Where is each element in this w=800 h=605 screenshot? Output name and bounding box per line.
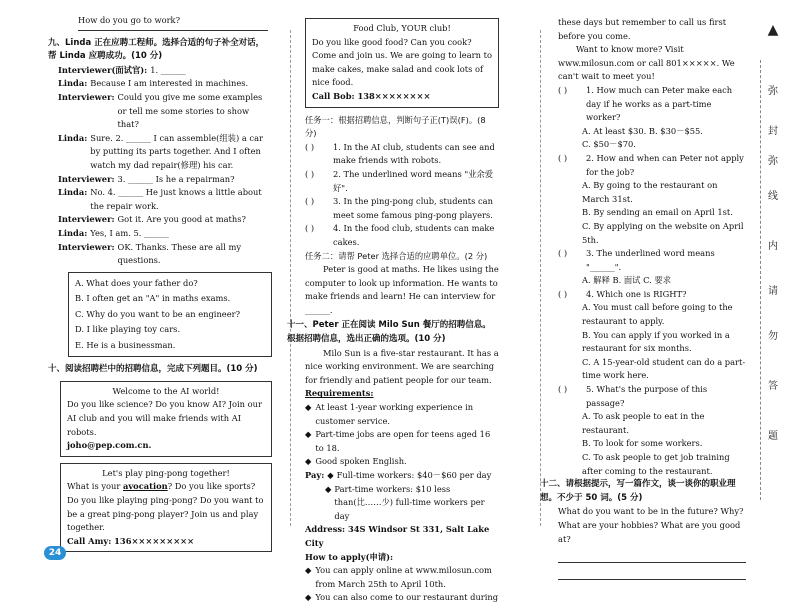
question-text: 3. The underlined word means "______".	[586, 248, 715, 272]
answer-bracket[interactable]: ( )	[305, 223, 315, 234]
page-number: 24	[44, 546, 66, 560]
speaker: Interviewer:	[58, 91, 115, 102]
apply-1-text: You can apply online at www.milosun.com from March 25th to April 10th.	[315, 565, 492, 589]
dialog-line	[58, 186, 272, 213]
pay-part: ◆ Part-time workers: $10 less than(比……少) full-time workers per day	[305, 483, 499, 524]
seal-char: 内	[768, 241, 778, 252]
writing-line	[558, 567, 746, 580]
dialog-line	[58, 77, 272, 91]
more-text: Want to know more? Visit www.milosun.com or call 801×××××. We can't wait to meet you!	[558, 44, 735, 82]
dialog-line	[58, 213, 272, 227]
task-2: 任务二：请帮 Peter 选择合适的应聘单位。(2 分)	[305, 250, 488, 261]
utterance: No. 4. ______ He just knows a little about the repair work.	[90, 187, 262, 211]
column-divider-2	[540, 30, 541, 526]
question-option: B. You can apply if you worked in a restaurant for six months.	[582, 329, 730, 354]
pay: Pay: ◆ Full-time workers: $40－$60 per day	[305, 469, 499, 483]
pay-1: Full-time workers: $40－$60 per day	[336, 470, 492, 480]
section-11-title: 十一、Peter 正在阅读 Milo Sun 餐厅的招聘信息。根据招聘信息，选出正确的选项。(10 分)	[287, 320, 491, 345]
question-option: B. By sending an email on April 1st.	[582, 207, 733, 218]
speaker: Interviewer:	[58, 241, 115, 252]
question-option: A. To ask people to eat in the restaurant.	[582, 411, 705, 435]
options-box	[68, 272, 272, 358]
answer-bracket[interactable]: ( )	[305, 168, 315, 179]
question	[558, 84, 746, 125]
column-right	[540, 16, 746, 580]
speaker: Linda:	[58, 78, 88, 89]
question-text: 4. Which one is RIGHT?	[586, 288, 687, 299]
dialog-line	[58, 91, 272, 132]
seal-char: 题	[768, 431, 778, 442]
ai-email: joho@pep.com.cn.	[67, 440, 152, 451]
utterance: Got it. Are you good at maths?	[117, 214, 246, 225]
question-option: C. To ask people to get job training after coming to the restaurant.	[582, 452, 730, 476]
dialog	[48, 64, 272, 268]
question-text: 5. What's the purpose of this passage?	[586, 384, 708, 408]
pp-body-2: ? Do you like sports? Do you like playing ping-pong? Do you want to be a great ping-pong player? Join us and play together.	[67, 481, 264, 533]
speaker: Interviewer:	[58, 173, 115, 184]
answer-bracket[interactable]: ( )	[305, 141, 315, 152]
question-option: A. You must call before going to the restaurant to apply.	[582, 302, 733, 327]
pp-call: Call Amy: 136×××××××××	[67, 535, 195, 546]
utterance: 3. ______ Is he a repairman?	[117, 173, 235, 184]
tf-text: 1. In the AI club, students can see and make friends with robots.	[333, 141, 495, 166]
cont-text: these days but remember to call us first before you come.	[558, 17, 727, 41]
writing-prompt: What do you want to be in the future? Why? What are your hobbies? What are you good at?	[558, 506, 744, 544]
req-2-text: Part-time jobs are open for teens aged 16 to 18.	[315, 429, 491, 453]
answer-bracket[interactable]: ( )	[558, 84, 568, 95]
tf-item	[305, 168, 499, 195]
question	[558, 247, 746, 274]
req-3-text: Good spoken English.	[315, 456, 407, 467]
question-text: 2. How and when can Peter not apply for the job?	[586, 152, 744, 177]
requirements-label: Requirements:	[305, 388, 374, 399]
question-text: 1. How much can Peter make each day if he works as a part-time worker?	[586, 84, 733, 123]
food-club-box	[305, 18, 499, 108]
speaker: Linda:	[58, 227, 88, 238]
req-3: ◆ Good spoken English.	[305, 455, 499, 469]
tf-item	[305, 141, 499, 168]
section-10-title: 十、阅读招聘栏中的招聘信息，完成下列题目。(10 分)	[48, 364, 258, 375]
option-d: D. I like playing toy cars.	[75, 324, 181, 335]
column-left	[48, 14, 272, 558]
option-a: A. What does your father do?	[75, 277, 198, 288]
seal-char: 封	[768, 126, 778, 137]
question-option: C. A 15-year-old student can do a part-time work here.	[582, 356, 746, 381]
answer-bracket[interactable]: ( )	[558, 152, 568, 163]
seal-char: 请	[768, 286, 778, 297]
speaker: Linda:	[58, 132, 88, 143]
column-middle	[287, 18, 499, 605]
question-option: A. 解释 B. 面试 C. 要求	[582, 275, 672, 286]
seal-char: 弥	[768, 86, 778, 97]
utterance: Because I am interested in machines.	[90, 78, 249, 89]
seal-char: 勿	[768, 331, 778, 342]
speaker: Interviewer(面试官):	[58, 64, 148, 75]
food-call: Call Bob: 138××××××××	[312, 90, 431, 101]
ai-body: Do you like science? Do you know AI? Join our AI club and you will make friends with AI robots.	[67, 399, 262, 437]
utterance: Sure. 2. ______ I can assemble(组装) a car by putting its parts together. And I often watch my dad repair(修理) his car.	[90, 132, 263, 170]
dialog-line	[58, 132, 272, 173]
question	[558, 152, 746, 179]
question-option: A. By going to the restaurant on March 31st.	[582, 180, 718, 204]
tf-item	[305, 222, 499, 249]
ai-title: Welcome to the AI world!	[112, 385, 220, 396]
section-12-title: 十二、请根据提示，写一篇作文，谈一谈你的职业理想。不少于 50 词。(5 分)	[540, 479, 736, 503]
seal-line	[760, 60, 761, 500]
question-option: C. $50－$70.	[582, 139, 636, 150]
pp-avocation: avocation	[122, 481, 168, 492]
utterance: Could you give me some examples or tell me some stories to show that?	[117, 91, 263, 130]
how-to-apply: How to apply(申请):	[305, 551, 394, 562]
food-title: Food Club, YOUR club!	[353, 23, 451, 33]
pp-title: Let's play ping-pong together!	[102, 467, 230, 478]
column-divider	[290, 30, 291, 526]
seal-char: 线	[768, 191, 778, 202]
dialog-line	[58, 227, 272, 241]
option-e: E. He is a businessman.	[75, 339, 176, 350]
option-c: C. Why do you want to be an engineer?	[75, 308, 241, 319]
section-9-title: 九、Linda 正在应聘工程师。选择合适的句子补全对话，帮 Linda 应聘成功。(10 分)	[48, 37, 265, 62]
writing-line	[558, 550, 746, 563]
question-option: B. To look for some workers.	[582, 438, 703, 449]
peter-text: Peter is good at maths. He likes using the computer to look up information. He wants to make friends and learn! He can interview for ______.	[305, 264, 499, 315]
pay-label: Pay:	[305, 470, 325, 480]
req-1: ◆ At least 1-year working experience in customer service.	[305, 401, 499, 428]
milo-intro: Milo Sun is a five-star restaurant. It has a nice working environment. We are searching for friendly and patient people for our team.	[305, 347, 499, 385]
apply-2: ◆ You can also come to our restaurant during	[305, 591, 499, 605]
answer-bracket[interactable]: ( )	[558, 384, 568, 395]
question-option: C. By applying on the website on April 5th.	[582, 220, 744, 245]
pp-body-1: What is your	[67, 481, 123, 492]
pay-2: Part-time workers: $10 less than(比……少) full-time workers per day	[334, 483, 485, 521]
utterance: OK. Thanks. These are all my questions.	[117, 241, 242, 266]
food-body: Do you like good food? Can you cook? Come and join us. We are going to learn to make cakes, make salad and cook lots of nice food.	[312, 36, 492, 88]
speaker: Interviewer:	[58, 214, 115, 225]
speaker: Linda:	[58, 187, 88, 198]
question	[558, 288, 746, 302]
question-list	[558, 84, 746, 478]
answer-bracket[interactable]: ( )	[305, 196, 315, 207]
req-1-text: At least 1-year working experience in customer service.	[315, 402, 474, 426]
dialog-line	[58, 173, 272, 187]
ai-club-box	[60, 381, 272, 457]
apply-2-text: You can also come to our restaurant during	[315, 592, 499, 603]
tf-text: 4. In the food club, students can make cakes.	[333, 223, 495, 247]
utterance: 1. ______	[150, 64, 186, 75]
option-b: B. I often get an "A" in maths exams.	[75, 293, 231, 304]
seal-char: 弥	[768, 156, 778, 167]
dialog-line	[58, 241, 272, 268]
ping-pong-box	[60, 463, 272, 553]
pp-body	[67, 480, 265, 534]
answer-bracket[interactable]: ( )	[558, 288, 568, 299]
seal-char: 答	[768, 381, 778, 392]
rocket-icon: ▲	[767, 22, 779, 38]
answer-line	[78, 30, 268, 31]
apply-1: ◆ You can apply online at www.milosun.com from March 25th to April 10th.	[305, 564, 499, 591]
answer-bracket[interactable]: ( )	[558, 248, 568, 259]
question	[558, 383, 746, 410]
question-option: A. At least $30. B. $30－$55.	[582, 125, 703, 136]
req-2: ◆ Part-time jobs are open for teens aged 16 to 18.	[305, 428, 499, 455]
utterance: Yes, I am. 5. ______	[90, 227, 169, 238]
tf-list	[305, 141, 499, 250]
tf-text: 3. In the ping-pong club, students can meet some famous ping-pong players.	[333, 196, 493, 220]
address: Address: 34S Windsor St 331, Salt Lake City	[305, 524, 490, 548]
top-line: How do you go to work?	[78, 15, 181, 25]
task-1: 任务一：根据招聘信息，判断句子正(T)误(F)。(8 分)	[305, 114, 486, 139]
dialog-line	[58, 64, 272, 78]
tf-item	[305, 195, 499, 222]
tf-text: 2. The underlined word means "业余爱好".	[333, 168, 494, 193]
